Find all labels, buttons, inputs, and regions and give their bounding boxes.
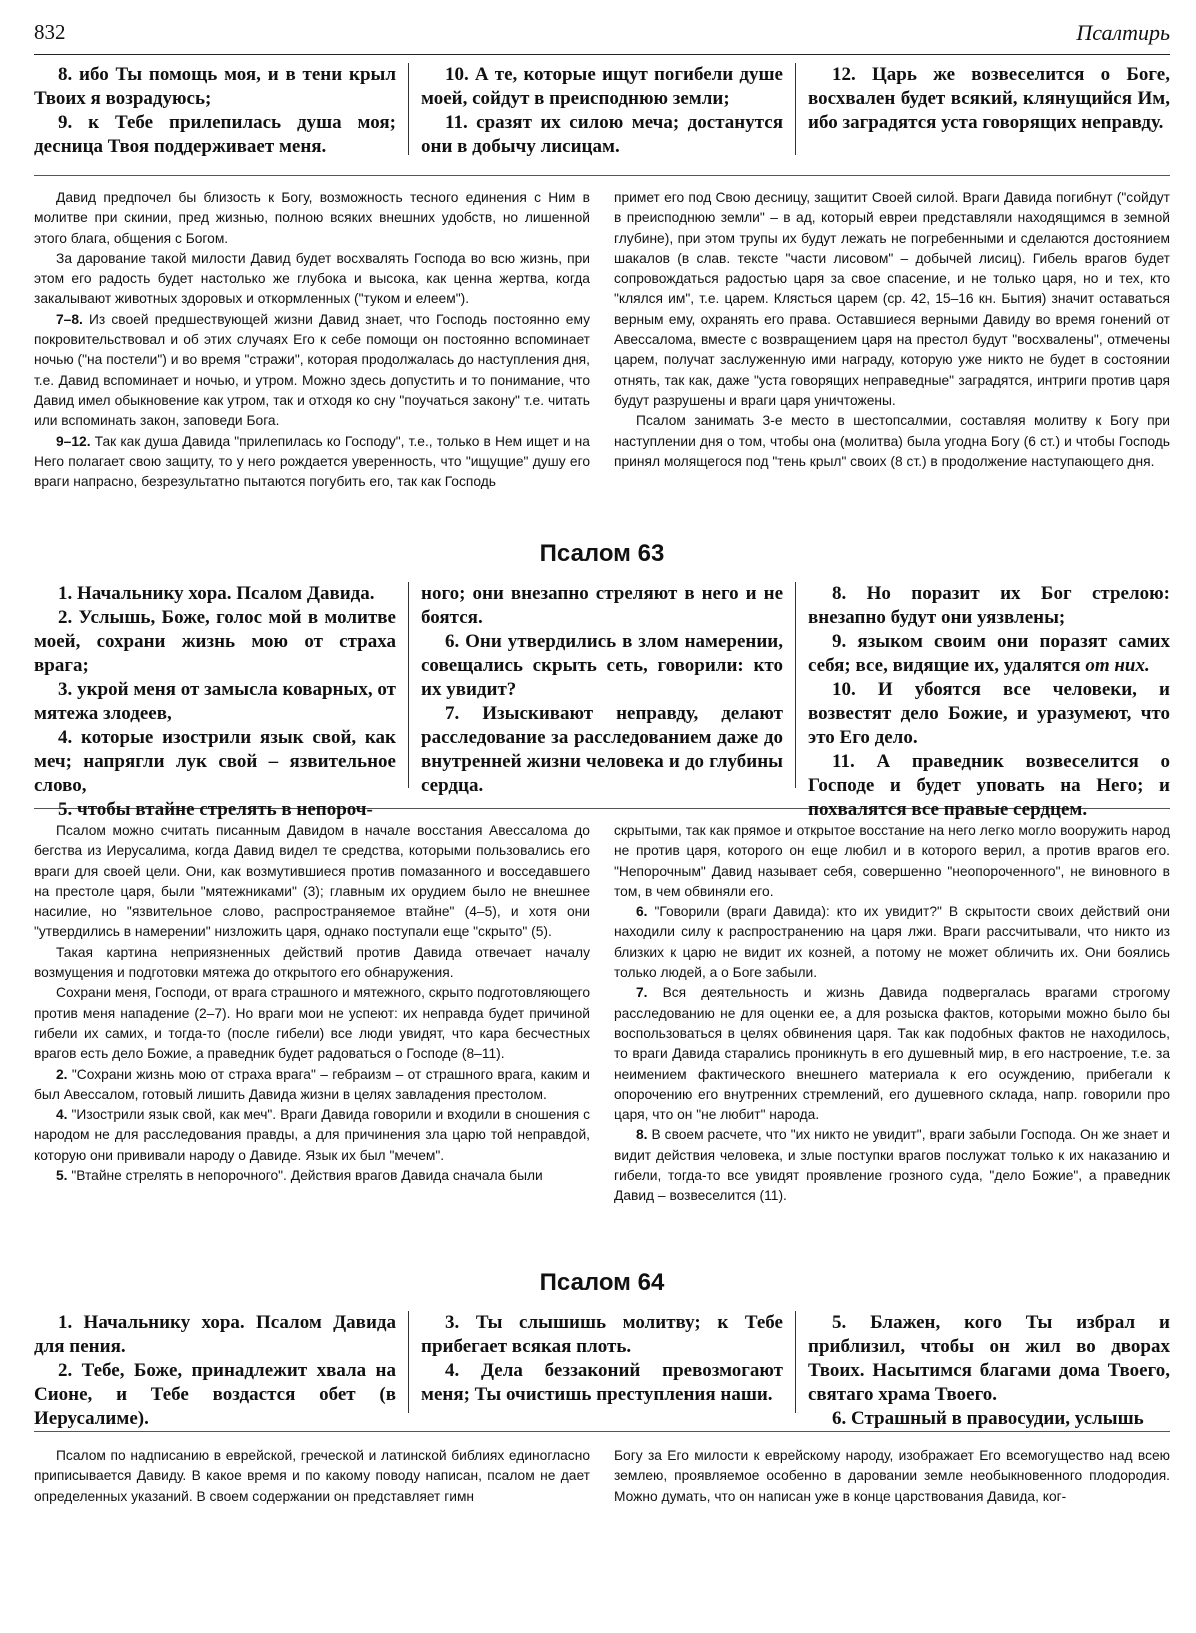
commentary-paragraph: 7–8. Из своей предшествующей жизни Давид знает, что Господь постоянно ему покровительствовал и об этих случаях Его к себе помощи он постоянно вспоминает ночью ("на постели") и во время "стражи", которая продолжалась до наступления дня, т.е. Давид вспоминает и ночью, и утром. Можно здесь допустить и то понимание, что Давид имел обыкновение как утром, так и отходя ко сну "поучаться закону" т.е. читать или вспоминать закон, заповеди Бога. [34, 311, 590, 429]
commentary-paragraph: 4. "Изострили язык свой, как меч". Враги Давида говорили и входили в сношения с народом не для расследования правды, а для причинения зла царю той неправдой, которую они прививали народу о Давиде. Язык их был "мечем". [34, 1107, 590, 1163]
commentary-column-1 [34, 1446, 590, 1507]
running-head [34, 18, 1170, 55]
verse: 11. сразят их силою меча; достанутся они в добычу лисицам. [421, 112, 783, 157]
verse: 6. Страшный в правосудии, услышь [832, 1408, 1144, 1429]
commentary-paragraph: 7. Вся деятельность и жизнь Давида подвергалась врагами строгому расследованию не для оценки ее, а для розыска фактов, которыми можно было бы воспользоваться в целях обвинения царя. Так как подобных фактов не находилось, то враги Давида старались проникнуть в его душевный мир, в его настроение, т.е. за неимением фактического внешнего материала к его осуждению, прибегали к опорочению его внутренних стремлений, его душевного склада, напр. говорили про царя, что он "не любит" народа. [614, 985, 1170, 1123]
psalm-64-verses [34, 1311, 1170, 1429]
commentary-column-2 [614, 821, 1170, 1241]
verse-reference: 7. [636, 985, 648, 1001]
commentary-paragraph: Псалом можно считать писанным Давидом в начале восстания Авессалома до бегства из Иерусалима, когда Давид видел те средства, которыми пользовались его враги для своей цели. Они, как возмутившиеся против помазанного и восседавшего на престоле царя, были "мятежниками" (3); главным их орудием было не внешнее насилие, но "язвительное слово, распространяемое втайне" (4–5), и хотя они "утвердились в намерении" низложить царя, однако поступали еще "скрыто" (5). [34, 823, 590, 940]
verse: 8. Но поразит их Бог стрелою: внезапно будут они уязвлены; [808, 583, 1170, 628]
page-number: 832 [34, 20, 66, 44]
verse-column-3 [795, 63, 1170, 155]
verse: 2. Тебе, Боже, принадлежит хвала на Сионе, и Тебе воздастся обет (в Иерусалиме). [34, 1360, 396, 1429]
verse: 9. к Тебе прилепилась душа моя; десница Твоя поддерживает меня. [34, 112, 396, 157]
verse: 10. И убоятся все человеки, и возвестят дело Божие, и уразумеют, что это Его дело. [808, 679, 1170, 748]
commentary-paragraph: 5. "Втайне стрелять в непорочного". Действия врагов Давида сначала были [56, 1168, 543, 1184]
verse-reference: 2. [56, 1066, 68, 1082]
running-title: Псалтирь [1076, 20, 1170, 45]
commentary-paragraph: 6. "Говорили (враги Давида): кто их увидит?" В скрытости своих действий они находили силу к распространению на царя лжи. Враги рассчитывали, что никто из близких к царю не видит их козней, а потому не может обличить их. Они боялись только людей, а о Боге забыли. [614, 904, 1170, 981]
verse-reference: 8. [636, 1127, 648, 1143]
commentary-paragraph: Сохрани меня, Господи, от врага страшного и мятежного, скрыто подготовляющего против меня нападение (2–7). Но враги мои не успеют: их неправда будет причиной гибели их самих, и тогда-то (после гибели) все люди увидят, что кара бесчестных врагов есть дело Божие, а праведник будет радоваться о Господе (8–11). [34, 985, 590, 1062]
commentary-paragraph: Давид предпочел бы близость к Богу, возможность тесного единения с Ним в молитве при скинии, пред жизнью, полною всяких внешних удобств, но лишенной этого блага, общения с Богом. [34, 190, 590, 246]
page [34, 18, 1170, 1507]
commentary-column-2 [614, 188, 1170, 510]
verse-column-1 [34, 1311, 408, 1429]
commentary-paragraph: 8. В своем расчете, что "их никто не увидит", враги забыли Господа. Он же знает и видит действия человека, и злые поступки врагов послужат только к их наказанию и гибели, тогда-то все увидят проявление грозного суда, "дело Божие", а праведник Давид – возвеселится (11). [614, 1127, 1170, 1204]
commentary-paragraph: Псалом занимать 3-е место в шестопсалмии, составляя молитву к Богу при наступлении дня о том, чтобы она (молитва) была угодна Богу (6 ст.) и чтобы Господь принял молящегося под "тень крыл" своих (8 ст.) в продолжение наступающего дня. [614, 413, 1170, 469]
verse-reference: 4. [56, 1107, 68, 1123]
commentary-paragraph: примет его под Свою десницу, защитит Своей силой. Враги Давида погибнут ("сойдут в преисподнюю земли" – в ад, который евреи представляли находящимся в земной глубине), при этом трупы их будут лежать не погребенными и сделаются достоянием шакалов (в слав. тексте "части лисовом" – добычей лисиц). Гибель врагов будет сопровождаться радостью царя за свое спасение, и не только царя, но и тех, кто "клялся им", т.е. царем. Клясться царем (ср. 42, 15–16 кн. Бытия) значит оставаться верным ему, охранять его права. Оставшиеся верными Давиду во время гонений от Авессалома, вместе с возвращением царя на престол будут "восхвалены", отмечены царем, получат заслуженную ими награду, которую уже никто не будет в состоянии отнять, так как, даже "уста говорящих неправедные" заградятся, интриги против царя будут разрушены и враги царя уничтожены. [614, 190, 1170, 408]
psalm-63-verses [34, 582, 1170, 820]
section-divider [34, 175, 1170, 176]
verse-reference: 6. [636, 904, 648, 920]
commentary-block-3 [34, 1446, 1170, 1507]
verse-column-2 [408, 582, 795, 796]
verse-reference: 7–8. [56, 311, 83, 327]
commentary-paragraph: 9–12. Так как душа Давида "прилепилась ко Господу", т.е., только в Нем ищет и на Него полагает свою защиту, то у него рождается уверенность, что "ищущие" душу его враги напрасно, безрезультатно пытаются погубить его, так как Господь [34, 433, 590, 490]
verse-reference: 5. [56, 1168, 68, 1184]
section-divider [34, 1431, 1170, 1432]
verse: 12. Царь же возвеселится о Боге, восхвален будет всякий, клянущийся Им, ибо заградятся уста говорящих неправду. [808, 64, 1170, 133]
commentary-block-2 [34, 821, 1170, 1241]
verse: 10. А те, которые ищут погибели душе моей, сойдут в преисподнюю земли; [421, 64, 783, 109]
verse-column-3 [795, 1311, 1170, 1429]
verse: 8. ибо Ты помощь моя, и в тени крыл Твоих я возрадуюсь; [34, 64, 396, 109]
commentary-column-1 [34, 821, 590, 1241]
verse-column-2 [408, 1311, 795, 1413]
commentary-column-1 [34, 188, 590, 510]
verse-column-1 [34, 582, 408, 820]
verse: 7. Изыскивают неправду, делают расследование за расследованием даже до внутренней жизни человека и до глубины сердца. [421, 703, 783, 796]
verse: 1. Начальнику хора. Псалом Давида. [58, 583, 375, 604]
commentary-paragraph: За дарование такой милости Давид будет восхвалять Господа во всю жизнь, при этом его радость будет настолько же глубока и высока, как ценна жертва, когда закалывают животных здоровых и откормленных ("туком и елеем"). [34, 250, 590, 307]
verse: 11. А праведник возвеселится о Господе и будет уповать на Него; и похвалятся все правые сердцем. [808, 751, 1170, 820]
commentary-column-2 [614, 1446, 1170, 1507]
verse-column-3 [795, 582, 1170, 820]
commentary-paragraph: Богу за Его милости к еврейскому народу, изображает Его всемогущество над всею землею, проявляемое особенно в даровании земле необыкновенного плодородия. Можно думать, что он написан уже в конце царствования Давида, ког- [614, 1448, 1170, 1504]
commentary-paragraph: Такая картина неприязненных действий против Давида отвечает началу возмущения и подготовки мятежа до открытого его обнаружения. [34, 944, 590, 981]
commentary-paragraph: 2. "Сохрани жизнь мою от страха врага" – гебраизм – от страшного врага, каким и был Авессалом, готовый лишить Давида жизни в целях завладения престолом. [34, 1066, 590, 1102]
commentary-paragraph: Псалом по надписанию в еврейской, греческой и латинской библиях единогласно приписывается Давиду. В какое время и по какому поводу написан, псалом не дает определенных указаний. В своем содержании он представляет гимн [34, 1448, 590, 1504]
commentary-paragraph: скрытыми, так как прямое и открытое восстание на него легко могло вооружить народ не против царя, которого он еще любил и в которого верил, а против врагов его. "Непорочным" Давид называет себя, совершенно "неопороченного", не виновного в том, в чем обвиняли его. [614, 823, 1170, 899]
verse: 5. Блажен, кого Ты избрал и приблизил, чтобы он жил во дворах Твоих. Насытимся благами дома Твоего, святаго храма Твоего. [808, 1312, 1170, 1405]
verse: 2. Услышь, Боже, голос мой в молитве моей, сохрани жизнь мою от страха врага; [34, 607, 396, 676]
verse: 4. которые изострили язык свой, как меч; напрягли лук свой – язвительное слово, [34, 727, 396, 796]
verse-reference: 9–12. [56, 433, 91, 449]
commentary-block-1 [34, 188, 1170, 510]
verse: 6. Они утвердились в злом намерении, совещались скрыть сеть, говорили: кто их увидит? [421, 631, 783, 700]
psalm-63-heading: Псалом 63 [539, 540, 665, 567]
verse-column-2 [408, 63, 795, 155]
verse: 4. Дела беззаконий превозмогают меня; Ты очистишь преступления наши. [421, 1360, 783, 1405]
verse: ного; они внезапно стреляют в него и не боятся. [421, 583, 783, 628]
verse: 3. Ты слышишь молитву; к Тебе прибегает всякая плоть. [421, 1312, 783, 1357]
top-verse-block [34, 63, 1170, 155]
verse: 1. Начальнику хора. Псалом Давида для пения. [34, 1312, 396, 1357]
psalm-64-heading: Псалом 64 [539, 1269, 665, 1296]
verse: 9. языком своим они поразят самих себя; все, видящие их, удалятся от них. [808, 631, 1170, 676]
verse-column-1 [34, 63, 408, 155]
verse: 3. укрой меня от замысла коварных, от мятежа злодеев, [34, 679, 396, 724]
verse: 5. чтобы втайне стрелять в непороч- [58, 799, 373, 820]
